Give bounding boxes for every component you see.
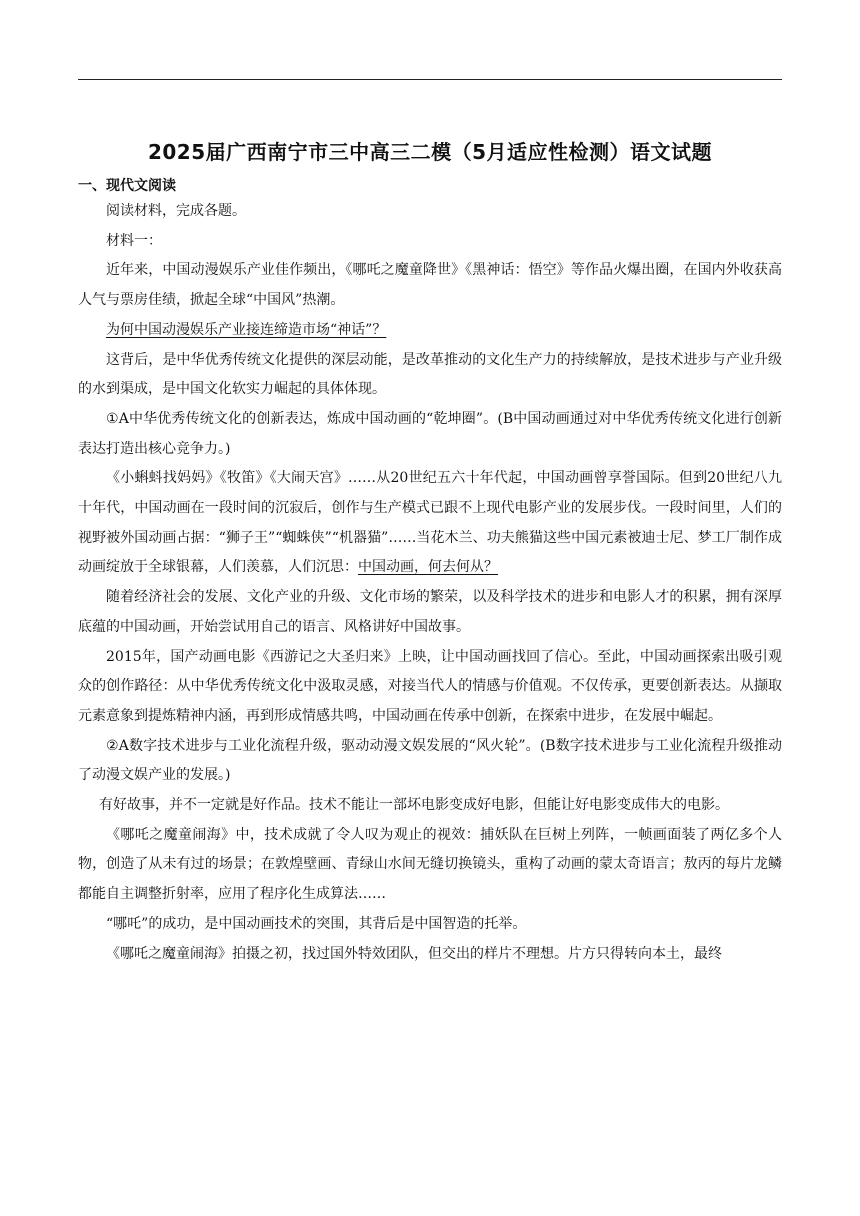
- paragraph: 有好故事，并不一定就是好作品。技术不能让一部坏电影变成好电影，但能让好电影变成伟大的电影。: [99, 797, 729, 814]
- paragraph: 材料一：: [106, 232, 162, 249]
- header-rule: [78, 79, 782, 80]
- paragraph: 《哪吒之魔童闹海》中，技术成就了令人叹为观止的视效：捕妖队在巨树上列阵，一帧画面装了两亿多个人物，创造了从未有过的场景；在敦煌壁画、青绿山水间无缝切换镜头，重构了动画的蒙太奇语言；敖丙的每片龙鳞都能自主调整折射率，应用了程序化生成算法……: [78, 826, 782, 903]
- page-title: 2025届广西南宁市三中高三二模（5月适应性检测）语文试题: [147, 140, 713, 164]
- paragraph: 《哪吒之魔童闹海》拍摄之初，找过国外特效团队，但交出的样片不理想。片方只得转向本土，最终: [106, 945, 722, 962]
- section-heading: 一、现代文阅读: [78, 178, 176, 194]
- paragraph: 2015年，国产动画电影《西游记之大圣归来》上映，让中国动画找回了信心。至此，中国动画探索出吸引观众的创作路径：从中华优秀传统文化中汲取灵感，对接当代人的情感与价值观。不仅传承，更要创新表达。从撷取元素意象到提炼精神内涵，再到形成情感共鸣，中国动画在传承中创新，在探索中进步，在发展中崛起。: [78, 648, 782, 724]
- underlined-question: 中国动画，何去何从？: [358, 559, 498, 576]
- paragraph: 《小蝌蚪找妈妈》《牧笛》《大闹天宫》……从20世纪五六十年代起，中国动画曾享誉国际。但到20世纪八九十年代，中国动画在一段时间的沉寂后，创作与生产模式已跟不上现代电影产业的发展步伐。一段时间里，人们的视野被外国动画占据：“狮子王”“蜘蛛侠”“机器猫”……当花木兰、功夫熊猫这些中国元素被迪士尼、梦工厂制作成动画绽放于全球银幕，人们羡慕，人们沉思：中国动画，何去何从？: [78, 470, 782, 576]
- paragraph: 阅读材料，完成各题。: [106, 203, 246, 219]
- paragraph: 近年来，中国动漫娱乐产业佳作频出，《哪吒之魔童降世》《黑神话：悟空》等作品火爆出圈，在国内外收获高人气与票房佳绩，掀起全球“中国风”热潮。: [78, 262, 782, 309]
- paragraph-option-1: ①A中华优秀传统文化的创新表达，炼成中国动画的“乾坤圈”。(B中国动画通过对中华优秀传统文化进行创新表达打造出核心竞争力。): [78, 410, 782, 457]
- paragraph: 这背后，是中华优秀传统文化提供的深层动能，是改革推动的文化生产力的持续解放，是技术进步与产业升级的水到渠成，是中国文化软实力崛起的具体体现。: [78, 351, 782, 398]
- article-body: [78, 197, 782, 969]
- paragraph-option-2: ②A数字技术进步与工业化流程升级，驱动动漫文娱发展的“风火轮”。(B数字技术进步与工业化流程升级推动了动漫文娱产业的发展。): [78, 737, 782, 784]
- paragraph: 随着经济社会的发展、文化产业的升级、文化市场的繁荣，以及科学技术的进步和电影人才的积累，拥有深厚底蕴的中国动画，开始尝试用自己的语言、风格讲好中国故事。: [78, 589, 782, 635]
- underlined-question: 为何中国动漫娱乐产业接连缔造市场“神话”？: [106, 321, 387, 338]
- paragraph: “哪吒”的成功，是中国动画技术的突围，其背后是中国智造的托举。: [106, 915, 527, 932]
